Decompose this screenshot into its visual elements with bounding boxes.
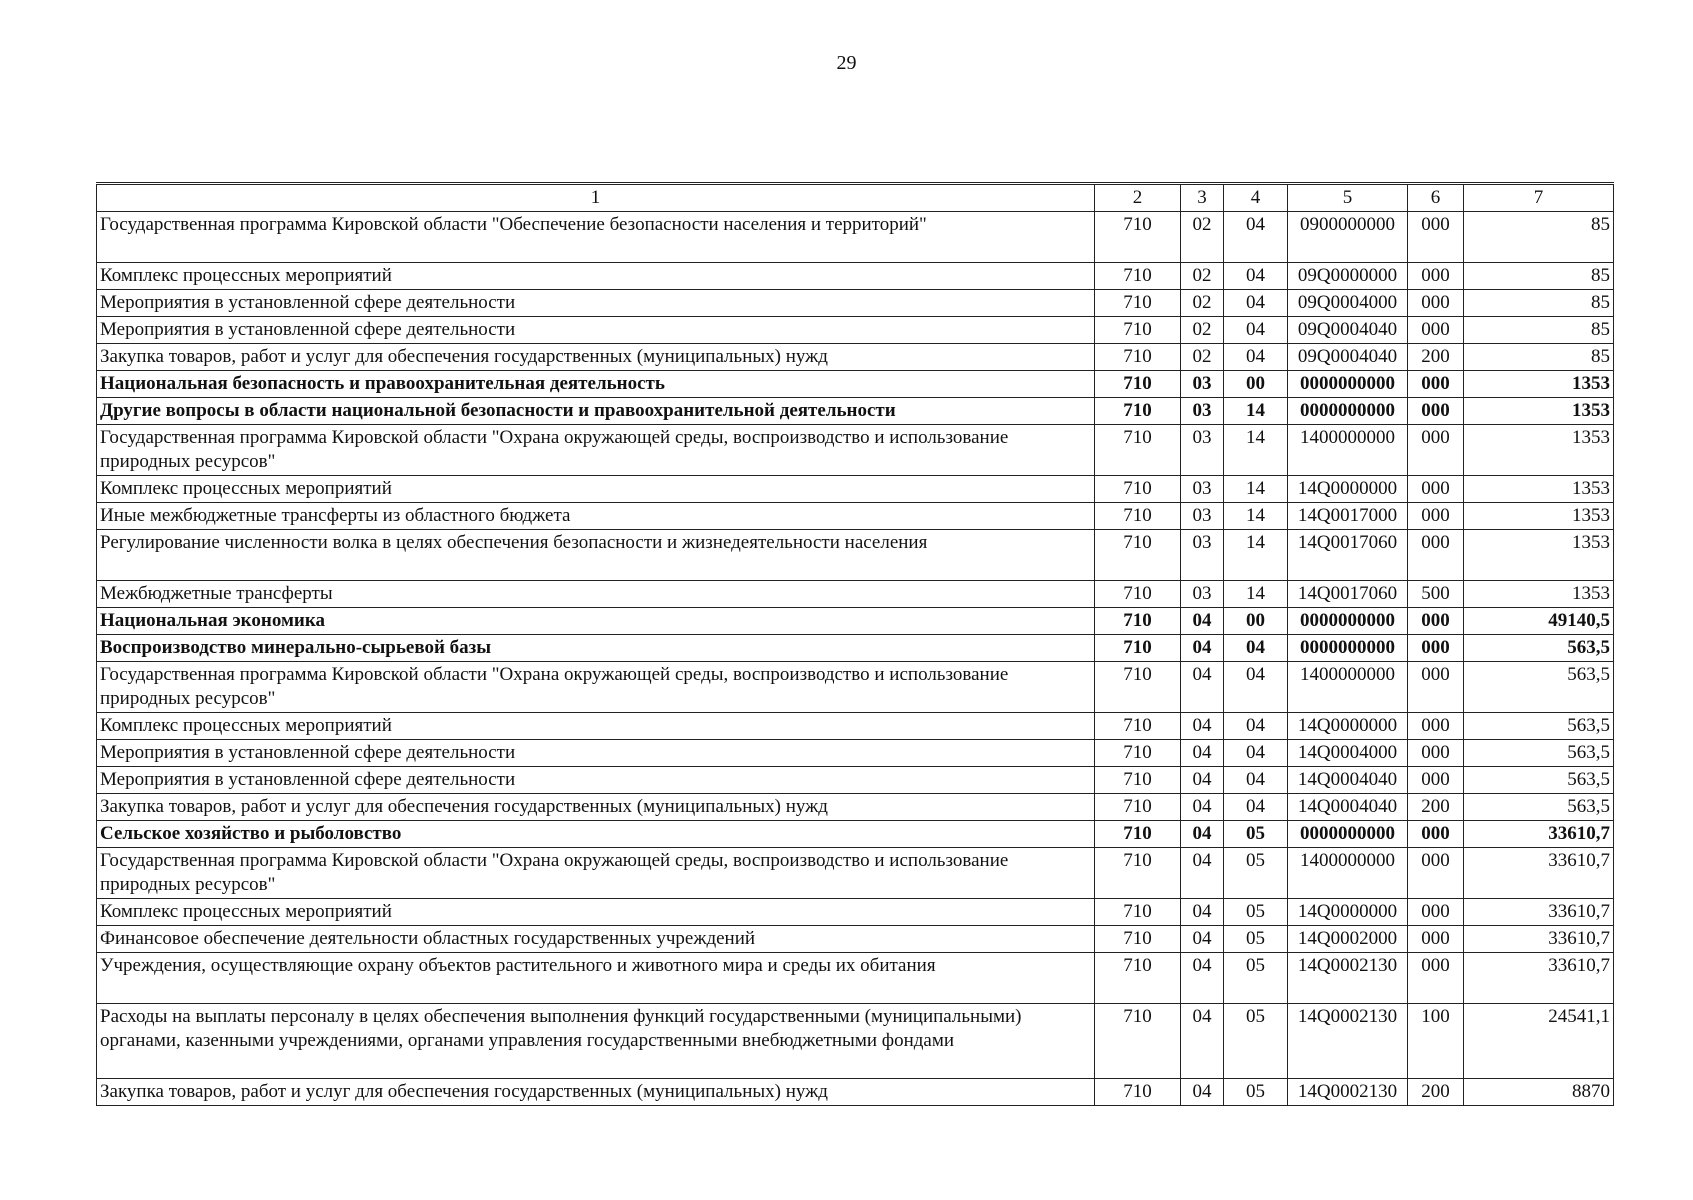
row-target-article-cell: 14Q0002000 [1288, 926, 1408, 953]
table-row [97, 821, 1614, 848]
row-target-article-cell: 14Q0004000 [1288, 740, 1408, 767]
header-row [97, 184, 1614, 212]
row-expense-type-cell: 200 [1408, 794, 1464, 821]
table-row [97, 425, 1614, 476]
row-expense-type-cell: 200 [1408, 344, 1464, 371]
row-amount-cell: 85 [1464, 290, 1614, 317]
row-subsection-cell: 04 [1224, 713, 1288, 740]
row-admin-code-cell: 710 [1095, 398, 1181, 425]
row-section-cell: 03 [1181, 425, 1224, 476]
row-admin-code-cell: 710 [1095, 212, 1181, 263]
row-target-article-cell: 09Q0004000 [1288, 290, 1408, 317]
row-admin-code-cell: 710 [1095, 794, 1181, 821]
row-section-cell: 04 [1181, 740, 1224, 767]
row-name-cell: Государственная программа Кировской области "Охрана окружающей среды, воспроизводство и использование природных ресурсов" [97, 848, 1095, 899]
row-admin-code-cell: 710 [1095, 503, 1181, 530]
row-target-article-cell: 1400000000 [1288, 662, 1408, 713]
row-section-cell: 04 [1181, 635, 1224, 662]
budget-table [96, 182, 1614, 1106]
row-name-cell: Мероприятия в установленной сфере деятельности [97, 740, 1095, 767]
row-expense-type-cell: 000 [1408, 662, 1464, 713]
row-target-article-cell: 14Q0017000 [1288, 503, 1408, 530]
row-name-cell: Финансовое обеспечение деятельности областных государственных учреждений [97, 926, 1095, 953]
row-subsection-cell: 05 [1224, 953, 1288, 1004]
row-amount-cell: 563,5 [1464, 635, 1614, 662]
column-header-1: 1 [97, 184, 1095, 212]
row-expense-type-cell: 000 [1408, 476, 1464, 503]
row-expense-type-cell: 000 [1408, 398, 1464, 425]
column-header-3: 3 [1181, 184, 1224, 212]
row-section-cell: 04 [1181, 713, 1224, 740]
row-amount-cell: 563,5 [1464, 767, 1614, 794]
row-admin-code-cell: 710 [1095, 1004, 1181, 1079]
row-section-cell: 04 [1181, 1079, 1224, 1106]
row-admin-code-cell: 710 [1095, 740, 1181, 767]
row-section-cell: 04 [1181, 821, 1224, 848]
row-admin-code-cell: 710 [1095, 263, 1181, 290]
row-name-cell: Государственная программа Кировской области "Обеспечение безопасности населения и территорий" [97, 212, 1095, 263]
table-row [97, 530, 1614, 581]
table-row [97, 635, 1614, 662]
row-expense-type-cell: 000 [1408, 635, 1464, 662]
row-amount-cell: 33610,7 [1464, 821, 1614, 848]
row-subsection-cell: 00 [1224, 371, 1288, 398]
table-row [97, 608, 1614, 635]
table-row [97, 398, 1614, 425]
row-admin-code-cell: 710 [1095, 662, 1181, 713]
row-expense-type-cell: 000 [1408, 212, 1464, 263]
row-admin-code-cell: 710 [1095, 848, 1181, 899]
row-admin-code-cell: 710 [1095, 608, 1181, 635]
row-name-cell: Мероприятия в установленной сфере деятельности [97, 317, 1095, 344]
row-amount-cell: 1353 [1464, 398, 1614, 425]
row-expense-type-cell: 000 [1408, 953, 1464, 1004]
row-admin-code-cell: 710 [1095, 1079, 1181, 1106]
row-name-cell: Мероприятия в установленной сфере деятельности [97, 767, 1095, 794]
row-admin-code-cell: 710 [1095, 425, 1181, 476]
row-subsection-cell: 04 [1224, 635, 1288, 662]
row-amount-cell: 85 [1464, 263, 1614, 290]
row-amount-cell: 1353 [1464, 503, 1614, 530]
row-section-cell: 02 [1181, 344, 1224, 371]
table-row [97, 794, 1614, 821]
row-subsection-cell: 04 [1224, 662, 1288, 713]
row-admin-code-cell: 710 [1095, 899, 1181, 926]
row-expense-type-cell: 000 [1408, 425, 1464, 476]
row-subsection-cell: 04 [1224, 263, 1288, 290]
row-name-cell: Комплекс процессных мероприятий [97, 899, 1095, 926]
row-expense-type-cell: 500 [1408, 581, 1464, 608]
row-name-cell: Государственная программа Кировской области "Охрана окружающей среды, воспроизводство и использование природных ресурсов" [97, 662, 1095, 713]
row-target-article-cell: 0000000000 [1288, 398, 1408, 425]
row-admin-code-cell: 710 [1095, 767, 1181, 794]
row-target-article-cell: 14Q0002130 [1288, 953, 1408, 1004]
table-row [97, 476, 1614, 503]
row-amount-cell: 8870 [1464, 1079, 1614, 1106]
row-admin-code-cell: 710 [1095, 635, 1181, 662]
table-row [97, 581, 1614, 608]
row-amount-cell: 563,5 [1464, 740, 1614, 767]
row-target-article-cell: 0000000000 [1288, 635, 1408, 662]
column-header-2: 2 [1095, 184, 1181, 212]
table-row [97, 926, 1614, 953]
row-subsection-cell: 14 [1224, 425, 1288, 476]
row-name-cell: Закупка товаров, работ и услуг для обеспечения государственных (муниципальных) нужд [97, 794, 1095, 821]
row-subsection-cell: 14 [1224, 581, 1288, 608]
row-name-cell: Комплекс процессных мероприятий [97, 263, 1095, 290]
row-subsection-cell: 00 [1224, 608, 1288, 635]
table-row [97, 263, 1614, 290]
row-amount-cell: 85 [1464, 344, 1614, 371]
row-admin-code-cell: 710 [1095, 821, 1181, 848]
row-name-cell: Иные межбюджетные трансферты из областного бюджета [97, 503, 1095, 530]
row-amount-cell: 33610,7 [1464, 899, 1614, 926]
row-target-article-cell: 14Q0002130 [1288, 1079, 1408, 1106]
row-target-article-cell: 09Q0004040 [1288, 317, 1408, 344]
column-header-4: 4 [1224, 184, 1288, 212]
row-amount-cell: 563,5 [1464, 794, 1614, 821]
row-expense-type-cell: 000 [1408, 926, 1464, 953]
row-section-cell: 04 [1181, 899, 1224, 926]
row-amount-cell: 1353 [1464, 371, 1614, 398]
row-target-article-cell: 0000000000 [1288, 608, 1408, 635]
row-target-article-cell: 14Q0000000 [1288, 899, 1408, 926]
table-row [97, 740, 1614, 767]
row-amount-cell: 1353 [1464, 530, 1614, 581]
row-name-cell: Другие вопросы в области национальной безопасности и правоохранительной деятельности [97, 398, 1095, 425]
row-target-article-cell: 14Q0017060 [1288, 581, 1408, 608]
row-amount-cell: 24541,1 [1464, 1004, 1614, 1079]
row-admin-code-cell: 710 [1095, 713, 1181, 740]
row-amount-cell: 33610,7 [1464, 926, 1614, 953]
row-expense-type-cell: 000 [1408, 767, 1464, 794]
row-amount-cell: 85 [1464, 212, 1614, 263]
row-admin-code-cell: 710 [1095, 476, 1181, 503]
row-subsection-cell: 05 [1224, 821, 1288, 848]
row-name-cell: Национальная экономика [97, 608, 1095, 635]
row-amount-cell: 1353 [1464, 425, 1614, 476]
table-row [97, 344, 1614, 371]
row-subsection-cell: 04 [1224, 794, 1288, 821]
row-subsection-cell: 05 [1224, 1004, 1288, 1079]
row-section-cell: 03 [1181, 530, 1224, 581]
row-subsection-cell: 14 [1224, 398, 1288, 425]
row-subsection-cell: 05 [1224, 848, 1288, 899]
row-section-cell: 02 [1181, 212, 1224, 263]
row-section-cell: 04 [1181, 1004, 1224, 1079]
row-subsection-cell: 04 [1224, 317, 1288, 344]
table-body [97, 212, 1614, 1106]
row-admin-code-cell: 710 [1095, 581, 1181, 608]
row-section-cell: 04 [1181, 608, 1224, 635]
row-section-cell: 04 [1181, 848, 1224, 899]
row-expense-type-cell: 000 [1408, 317, 1464, 344]
row-expense-type-cell: 000 [1408, 503, 1464, 530]
row-expense-type-cell: 000 [1408, 263, 1464, 290]
row-target-article-cell: 14Q0004040 [1288, 794, 1408, 821]
row-name-cell: Национальная безопасность и правоохранительная деятельность [97, 371, 1095, 398]
row-name-cell: Расходы на выплаты персоналу в целях обеспечения выполнения функций государственными (муниципальными) органами, казенными учреждениями, органами управления государственными внебюджетными фондами [97, 1004, 1095, 1079]
row-target-article-cell: 09Q0004040 [1288, 344, 1408, 371]
row-amount-cell: 85 [1464, 317, 1614, 344]
row-amount-cell: 563,5 [1464, 713, 1614, 740]
row-admin-code-cell: 710 [1095, 371, 1181, 398]
row-amount-cell: 33610,7 [1464, 848, 1614, 899]
row-section-cell: 03 [1181, 398, 1224, 425]
row-expense-type-cell: 000 [1408, 899, 1464, 926]
row-admin-code-cell: 710 [1095, 344, 1181, 371]
row-amount-cell: 49140,5 [1464, 608, 1614, 635]
row-target-article-cell: 14Q0002130 [1288, 1004, 1408, 1079]
row-subsection-cell: 04 [1224, 740, 1288, 767]
row-name-cell: Регулирование численности волка в целях обеспечения безопасности и жизнедеятельности населения [97, 530, 1095, 581]
row-section-cell: 04 [1181, 794, 1224, 821]
row-target-article-cell: 14Q0000000 [1288, 476, 1408, 503]
row-admin-code-cell: 710 [1095, 953, 1181, 1004]
row-section-cell: 02 [1181, 263, 1224, 290]
row-section-cell: 04 [1181, 767, 1224, 794]
table-row [97, 899, 1614, 926]
row-expense-type-cell: 000 [1408, 821, 1464, 848]
row-amount-cell: 563,5 [1464, 662, 1614, 713]
row-section-cell: 04 [1181, 926, 1224, 953]
table-row [97, 503, 1614, 530]
table-row [97, 1079, 1614, 1106]
table-row [97, 713, 1614, 740]
row-target-article-cell: 0000000000 [1288, 821, 1408, 848]
row-admin-code-cell: 710 [1095, 317, 1181, 344]
row-name-cell: Межбюджетные трансферты [97, 581, 1095, 608]
row-section-cell: 03 [1181, 476, 1224, 503]
row-admin-code-cell: 710 [1095, 926, 1181, 953]
row-name-cell: Учреждения, осуществляющие охрану объектов растительного и животного мира и среды их обитания [97, 953, 1095, 1004]
row-subsection-cell: 14 [1224, 530, 1288, 581]
row-name-cell: Сельское хозяйство и рыболовство [97, 821, 1095, 848]
row-subsection-cell: 04 [1224, 344, 1288, 371]
row-subsection-cell: 04 [1224, 212, 1288, 263]
row-expense-type-cell: 100 [1408, 1004, 1464, 1079]
row-subsection-cell: 14 [1224, 476, 1288, 503]
table-row [97, 848, 1614, 899]
column-header-7: 7 [1464, 184, 1614, 212]
row-name-cell: Комплекс процессных мероприятий [97, 713, 1095, 740]
row-name-cell: Закупка товаров, работ и услуг для обеспечения государственных (муниципальных) нужд [97, 344, 1095, 371]
row-expense-type-cell: 000 [1408, 608, 1464, 635]
row-name-cell: Воспроизводство минерально-сырьевой базы [97, 635, 1095, 662]
row-name-cell: Государственная программа Кировской области "Охрана окружающей среды, воспроизводство и использование природных ресурсов" [97, 425, 1095, 476]
row-subsection-cell: 04 [1224, 290, 1288, 317]
row-subsection-cell: 04 [1224, 767, 1288, 794]
row-section-cell: 03 [1181, 503, 1224, 530]
row-name-cell: Комплекс процессных мероприятий [97, 476, 1095, 503]
row-expense-type-cell: 000 [1408, 848, 1464, 899]
table-row [97, 290, 1614, 317]
table-row [97, 662, 1614, 713]
row-section-cell: 04 [1181, 662, 1224, 713]
row-amount-cell: 33610,7 [1464, 953, 1614, 1004]
row-target-article-cell: 0000000000 [1288, 371, 1408, 398]
column-header-6: 6 [1408, 184, 1464, 212]
row-expense-type-cell: 000 [1408, 713, 1464, 740]
row-admin-code-cell: 710 [1095, 530, 1181, 581]
row-name-cell: Мероприятия в установленной сфере деятельности [97, 290, 1095, 317]
row-target-article-cell: 09Q0000000 [1288, 263, 1408, 290]
row-section-cell: 04 [1181, 953, 1224, 1004]
row-target-article-cell: 0900000000 [1288, 212, 1408, 263]
row-subsection-cell: 05 [1224, 899, 1288, 926]
row-target-article-cell: 14Q0000000 [1288, 713, 1408, 740]
table-row [97, 953, 1614, 1004]
row-expense-type-cell: 000 [1408, 530, 1464, 581]
row-target-article-cell: 14Q0017060 [1288, 530, 1408, 581]
table-row [97, 767, 1614, 794]
row-subsection-cell: 14 [1224, 503, 1288, 530]
row-expense-type-cell: 000 [1408, 740, 1464, 767]
table-row [97, 1004, 1614, 1079]
table-row [97, 371, 1614, 398]
row-subsection-cell: 05 [1224, 1079, 1288, 1106]
row-amount-cell: 1353 [1464, 581, 1614, 608]
column-header-5: 5 [1288, 184, 1408, 212]
row-target-article-cell: 1400000000 [1288, 425, 1408, 476]
row-target-article-cell: 14Q0004040 [1288, 767, 1408, 794]
row-section-cell: 02 [1181, 290, 1224, 317]
row-expense-type-cell: 000 [1408, 371, 1464, 398]
row-expense-type-cell: 000 [1408, 290, 1464, 317]
row-expense-type-cell: 200 [1408, 1079, 1464, 1106]
row-section-cell: 03 [1181, 371, 1224, 398]
row-admin-code-cell: 710 [1095, 290, 1181, 317]
table-row [97, 317, 1614, 344]
table-header [97, 184, 1614, 212]
page-number: 29 [836, 52, 857, 74]
row-name-cell: Закупка товаров, работ и услуг для обеспечения государственных (муниципальных) нужд [97, 1079, 1095, 1106]
row-amount-cell: 1353 [1464, 476, 1614, 503]
row-subsection-cell: 05 [1224, 926, 1288, 953]
table-row [97, 212, 1614, 263]
row-target-article-cell: 1400000000 [1288, 848, 1408, 899]
row-section-cell: 02 [1181, 317, 1224, 344]
row-section-cell: 03 [1181, 581, 1224, 608]
